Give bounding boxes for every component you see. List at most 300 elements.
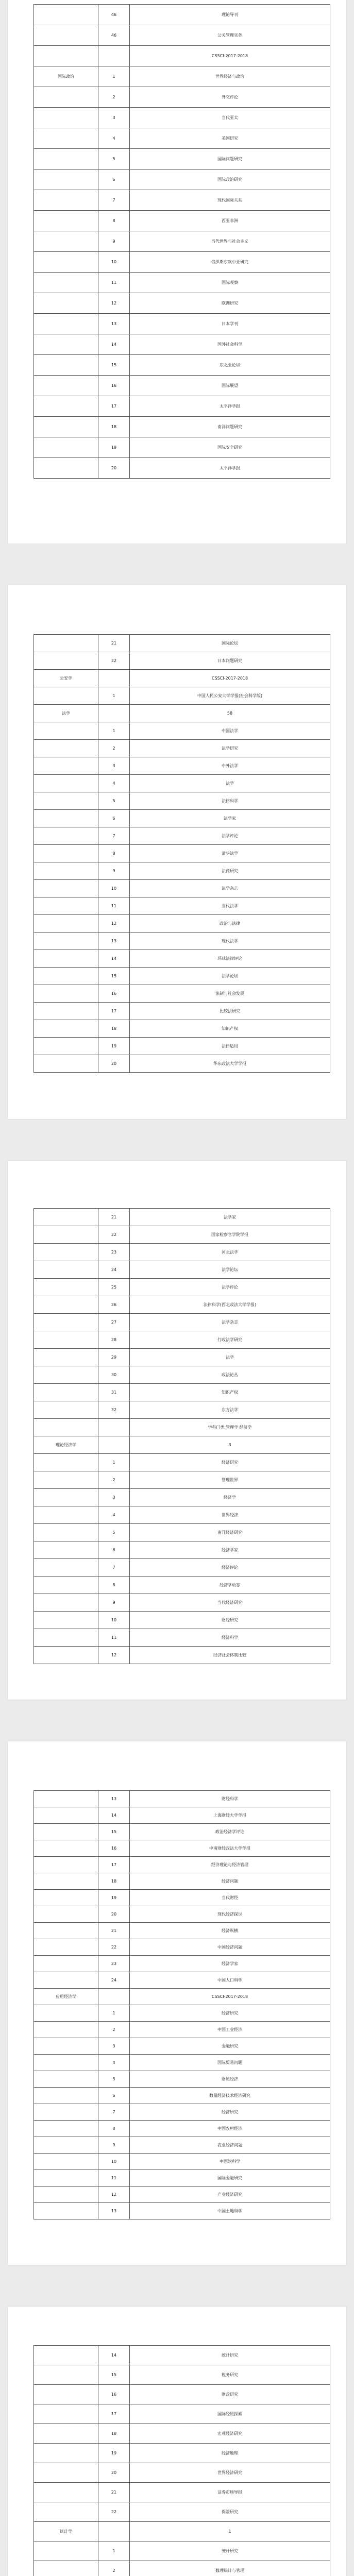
discipline-cell — [34, 2055, 98, 2071]
discipline-cell — [34, 1939, 98, 1956]
table-row — [34, 5, 330, 25]
index-cell: 21 — [98, 635, 130, 652]
index-cell: 6 — [98, 2088, 130, 2104]
discipline-cell — [34, 1349, 98, 1366]
table-row — [34, 950, 330, 968]
table-row — [34, 1454, 330, 1471]
table-row — [34, 211, 330, 231]
journal-cell: 现代国际关系 — [130, 190, 330, 211]
index-cell: 20 — [98, 458, 130, 479]
discipline-cell: 统计学 — [34, 2522, 98, 2541]
journal-cell: 比较法研究 — [130, 1003, 330, 1020]
table-row — [34, 2424, 330, 2444]
discipline-cell — [34, 2022, 98, 2038]
journal-cell: 外交评论 — [130, 87, 330, 108]
discipline-cell — [34, 950, 98, 968]
journal-cell: 中国软科学 — [130, 2154, 330, 2170]
index-cell: 20 — [98, 2463, 130, 2483]
table-row — [34, 897, 330, 915]
journal-cell: 法学 — [130, 775, 330, 792]
journal-cell: 中国农村经济 — [130, 2121, 330, 2137]
table-row — [34, 880, 330, 897]
index-cell: 22 — [98, 1226, 130, 1244]
journal-table — [33, 1790, 330, 2219]
discipline-cell — [34, 211, 98, 231]
journal-cell: 清华法学 — [130, 845, 330, 862]
discipline-cell — [34, 862, 98, 880]
index-cell: 17 — [98, 2404, 130, 2424]
table-row — [34, 128, 330, 149]
journal-cell: 东方法学 — [130, 1401, 330, 1419]
table-row — [34, 2522, 330, 2541]
journal-cell: 国际政治研究 — [130, 170, 330, 190]
journal-cell: 农业经济问题 — [130, 2137, 330, 2154]
index-cell: 9 — [98, 1594, 130, 1612]
discipline-cell — [34, 722, 98, 740]
document-page — [8, 0, 346, 544]
index-cell: 11 — [98, 2170, 130, 2187]
journal-table — [33, 634, 330, 1073]
table-row — [34, 2483, 330, 2502]
table-row — [34, 396, 330, 417]
journal-cell: 法制与社会发展 — [130, 985, 330, 1003]
index-cell: 21 — [98, 2483, 130, 2502]
index-cell: 6 — [98, 1541, 130, 1559]
journal-cell: 中国土地科学 — [130, 2203, 330, 2219]
index-cell: 8 — [98, 211, 130, 231]
journal-cell: 财贸经济 — [130, 2071, 330, 2088]
index-cell: 9 — [98, 862, 130, 880]
discipline-cell — [34, 827, 98, 845]
journal-cell: 法学评论 — [130, 1279, 330, 1296]
table-row — [34, 2022, 330, 2038]
discipline-cell — [34, 2541, 98, 2561]
discipline-cell — [34, 1972, 98, 1989]
discipline-cell — [34, 1296, 98, 1314]
table-row — [34, 2365, 330, 2385]
index-cell: 28 — [98, 1331, 130, 1349]
journal-cell: 国际展望 — [130, 376, 330, 396]
table-row — [34, 2541, 330, 2561]
journal-cell: 中南财经政法大学学报 — [130, 1840, 330, 1857]
index-cell: 21 — [98, 1209, 130, 1226]
journal-cell: 财政研究 — [130, 2385, 330, 2404]
discipline-cell — [34, 1956, 98, 1972]
table-row — [34, 1956, 330, 1972]
journal-cell: 中国经济问题 — [130, 1939, 330, 1956]
discipline-cell — [34, 1506, 98, 1524]
index-cell: 5 — [98, 2071, 130, 2088]
index-cell: 20 — [98, 1906, 130, 1923]
journal-cell: 中国人民公安大学学报(社会科学版) — [130, 687, 330, 705]
table-row — [34, 827, 330, 845]
index-cell: 1 — [98, 66, 130, 87]
discipline-cell — [34, 2483, 98, 2502]
journal-cell: 国际经贸探索 — [130, 2404, 330, 2424]
journal-cell: 国际贸易问题 — [130, 2055, 330, 2071]
index-cell: 20 — [98, 1055, 130, 1073]
index-cell: 19 — [98, 2444, 130, 2463]
journal-cell: 俄罗斯东欧中亚研究 — [130, 252, 330, 273]
journal-cell: 理论导刊 — [130, 5, 330, 25]
discipline-cell — [34, 2104, 98, 2121]
table-row — [34, 2463, 330, 2483]
table-row — [34, 2088, 330, 2104]
table-row — [34, 1401, 330, 1419]
journal-cell: 法学论坛 — [130, 1261, 330, 1279]
table-row — [34, 757, 330, 775]
journal-cell: 经济问题 — [130, 1873, 330, 1890]
index-cell: 16 — [98, 2385, 130, 2404]
discipline-cell — [34, 46, 98, 66]
table-row — [34, 231, 330, 252]
discipline-cell — [34, 2444, 98, 2463]
journal-cell: 财经研究 — [130, 1612, 330, 1629]
discipline-cell — [34, 252, 98, 273]
index-cell: 8 — [98, 845, 130, 862]
index-cell: 8 — [98, 1577, 130, 1594]
journal-cell: 政法论丛 — [130, 1366, 330, 1384]
journal-cell: CSSCI-2017-2018 — [130, 670, 330, 687]
index-cell: 1 — [98, 687, 130, 705]
table-row — [34, 108, 330, 128]
discipline-cell — [34, 2038, 98, 2055]
table-row — [34, 1873, 330, 1890]
index-cell: 10 — [98, 1612, 130, 1629]
discipline-cell — [34, 1209, 98, 1226]
table-row — [34, 1807, 330, 1824]
table-row — [34, 722, 330, 740]
index-cell: 21 — [98, 1923, 130, 1939]
journal-cell: 税务研究 — [130, 2365, 330, 2385]
table-row — [34, 1612, 330, 1629]
journal-cell: 南洋问题研究 — [130, 417, 330, 437]
journal-cell: 中外法学 — [130, 757, 330, 775]
table-row — [34, 1577, 330, 1594]
table-row — [34, 687, 330, 705]
discipline-cell — [34, 1401, 98, 1419]
index-cell: 3 — [98, 757, 130, 775]
journal-cell: 公关管理实务 — [130, 25, 330, 46]
index-cell: 23 — [98, 1244, 130, 1261]
discipline-cell — [34, 458, 98, 479]
index-cell: 5 — [98, 1524, 130, 1541]
index-cell: 7 — [98, 1559, 130, 1577]
discipline-cell — [34, 2121, 98, 2137]
index-cell: 19 — [98, 437, 130, 458]
table-row — [34, 792, 330, 810]
discipline-cell — [34, 1541, 98, 1559]
discipline-cell — [34, 1003, 98, 1020]
index-cell: 31 — [98, 1384, 130, 1401]
discipline-cell — [34, 2203, 98, 2219]
index-cell: 10 — [98, 252, 130, 273]
journal-cell: 国际金融研究 — [130, 2170, 330, 2187]
index-cell: 1 — [98, 722, 130, 740]
index-cell: 17 — [98, 396, 130, 417]
table-row — [34, 2346, 330, 2365]
index-cell: 23 — [98, 1956, 130, 1972]
discipline-cell — [34, 231, 98, 252]
index-cell: 22 — [98, 2502, 130, 2522]
discipline-cell: 法学 — [34, 705, 98, 722]
table-row — [34, 2203, 330, 2219]
discipline-cell — [34, 2385, 98, 2404]
table-row — [34, 170, 330, 190]
table-row — [34, 2385, 330, 2404]
index-cell: 12 — [98, 293, 130, 314]
journal-cell: 华东政法大学学报 — [130, 1055, 330, 1073]
discipline-cell — [34, 190, 98, 211]
discipline-cell — [34, 1629, 98, 1647]
table-row — [34, 705, 330, 722]
index-cell: 30 — [98, 1366, 130, 1384]
index-cell: 13 — [98, 933, 130, 950]
index-cell: 13 — [98, 1791, 130, 1807]
discipline-cell — [34, 2424, 98, 2444]
journal-cell: 经济纵横 — [130, 1923, 330, 1939]
discipline-cell — [34, 2187, 98, 2203]
discipline-cell — [34, 2404, 98, 2424]
index-cell: 24 — [98, 1972, 130, 1989]
journal-cell: 经济社会体制比较 — [130, 1647, 330, 1664]
table-row — [34, 862, 330, 880]
journal-cell: 国外社会科学 — [130, 334, 330, 355]
discipline-cell — [34, 293, 98, 314]
index-cell: 14 — [98, 950, 130, 968]
discipline-cell — [34, 635, 98, 652]
discipline-cell — [34, 108, 98, 128]
index-cell: 22 — [98, 1939, 130, 1956]
table-row — [34, 437, 330, 458]
table-row — [34, 845, 330, 862]
discipline-cell — [34, 2346, 98, 2365]
journal-cell: 政治与法律 — [130, 915, 330, 933]
discipline-cell — [34, 740, 98, 757]
document-page — [8, 1161, 346, 1700]
discipline-cell: 公安学 — [34, 670, 98, 687]
discipline-cell — [34, 1524, 98, 1541]
table-row — [34, 376, 330, 396]
discipline-cell — [34, 1055, 98, 1073]
journal-cell: 经济研究 — [130, 2005, 330, 2022]
table-row — [34, 985, 330, 1003]
journal-cell: 知识产权 — [130, 1020, 330, 1038]
index-cell: 2 — [98, 87, 130, 108]
index-cell: 18 — [98, 1873, 130, 1890]
journal-cell: 日本问题研究 — [130, 652, 330, 670]
index-cell: 12 — [98, 1647, 130, 1664]
journal-cell: 保险研究 — [130, 2502, 330, 2522]
discipline-cell — [34, 1331, 98, 1349]
table-row — [34, 1541, 330, 1559]
table-row — [34, 2121, 330, 2137]
table-row — [34, 252, 330, 273]
discipline-cell — [34, 437, 98, 458]
index-cell: 2 — [98, 740, 130, 757]
journal-cell: 经济学 — [130, 1489, 330, 1506]
index-cell — [98, 1989, 130, 2005]
journal-cell: 宏观经济研究 — [130, 2424, 330, 2444]
table-row — [34, 1003, 330, 1020]
table-row — [34, 1559, 330, 1577]
index-cell — [98, 46, 130, 66]
journal-cell: 国际问题研究 — [130, 149, 330, 170]
discipline-cell — [34, 314, 98, 334]
index-cell: 14 — [98, 1807, 130, 1824]
index-cell — [98, 1436, 130, 1454]
discipline-cell — [34, 376, 98, 396]
journal-cell: CSSCI-2017-2018 — [130, 46, 330, 66]
table-row — [34, 2502, 330, 2522]
table-row — [34, 1209, 330, 1226]
journal-cell: 58 — [130, 705, 330, 722]
table-row — [34, 1331, 330, 1349]
journal-cell: 太平洋学报 — [130, 396, 330, 417]
table-row — [34, 66, 330, 87]
journal-table — [33, 1208, 330, 1664]
document-page — [8, 1741, 346, 2265]
table-row — [34, 1314, 330, 1331]
index-cell: 27 — [98, 1314, 130, 1331]
table-row — [34, 46, 330, 66]
table-row — [34, 1506, 330, 1524]
journal-cell: 3 — [130, 1436, 330, 1454]
discipline-cell — [34, 273, 98, 293]
journal-cell: 美国研究 — [130, 128, 330, 149]
discipline-cell — [34, 792, 98, 810]
discipline-cell — [34, 2170, 98, 2187]
discipline-cell — [34, 1559, 98, 1577]
index-cell: 13 — [98, 314, 130, 334]
discipline-cell: 应用经济学 — [34, 1989, 98, 2005]
discipline-cell — [34, 1314, 98, 1331]
table-row — [34, 1906, 330, 1923]
discipline-cell — [34, 1244, 98, 1261]
journal-table — [33, 2345, 330, 2576]
discipline-cell — [34, 1489, 98, 1506]
index-cell: 17 — [98, 1003, 130, 1020]
journal-cell: 经济科学 — [130, 1629, 330, 1647]
index-cell: 15 — [98, 968, 130, 985]
discipline-cell — [34, 170, 98, 190]
index-cell: 12 — [98, 915, 130, 933]
index-cell: 19 — [98, 1890, 130, 1906]
discipline-cell — [34, 845, 98, 862]
table-row — [34, 2104, 330, 2121]
journal-cell: CSSCI-2017-2018 — [130, 1989, 330, 2005]
journal-cell: 经济研究 — [130, 1454, 330, 1471]
index-cell: 6 — [98, 810, 130, 827]
table-row — [34, 2444, 330, 2463]
discipline-cell — [34, 334, 98, 355]
journal-cell: 当代世界与社会主义 — [130, 231, 330, 252]
journal-cell: 数量经济技术经济研究 — [130, 2088, 330, 2104]
journal-cell: 世界经济 — [130, 1506, 330, 1524]
journal-cell: 统计研究 — [130, 2346, 330, 2365]
journal-cell: 经济评论 — [130, 1559, 330, 1577]
index-cell: 1 — [98, 2541, 130, 2561]
journal-cell: 国际安全研究 — [130, 437, 330, 458]
index-cell: 11 — [98, 273, 130, 293]
table-row — [34, 2137, 330, 2154]
table-row — [34, 1244, 330, 1261]
discipline-cell — [34, 775, 98, 792]
index-cell: 46 — [98, 25, 130, 46]
table-row — [34, 417, 330, 437]
discipline-cell — [34, 1279, 98, 1296]
index-cell — [98, 2522, 130, 2541]
table-row — [34, 1279, 330, 1296]
journal-cell: 当代法学 — [130, 897, 330, 915]
discipline-cell — [34, 1419, 98, 1436]
index-cell: 18 — [98, 2424, 130, 2444]
journal-cell: 行政法学研究 — [130, 1331, 330, 1349]
journal-cell: 产业经济研究 — [130, 2187, 330, 2203]
table-row — [34, 2005, 330, 2022]
journal-cell: 世界经济研究 — [130, 2463, 330, 2483]
discipline-cell — [34, 1471, 98, 1489]
table-row — [34, 1471, 330, 1489]
table-row — [34, 1489, 330, 1506]
index-cell: 18 — [98, 417, 130, 437]
journal-cell: 当代亚太 — [130, 108, 330, 128]
journal-cell: 法学评论 — [130, 827, 330, 845]
table-row — [34, 1629, 330, 1647]
discipline-cell — [34, 2137, 98, 2154]
discipline-cell — [34, 1226, 98, 1244]
journal-cell: 法学家 — [130, 810, 330, 827]
index-cell: 11 — [98, 897, 130, 915]
discipline-cell — [34, 2502, 98, 2522]
journal-cell: 日本学刊 — [130, 314, 330, 334]
discipline-cell — [34, 2463, 98, 2483]
journal-cell: 环球法律评论 — [130, 950, 330, 968]
index-cell: 32 — [98, 1401, 130, 1419]
table-row — [34, 2055, 330, 2071]
index-cell: 24 — [98, 1261, 130, 1279]
table-row — [34, 1366, 330, 1384]
index-cell: 15 — [98, 355, 130, 376]
discipline-cell — [34, 2088, 98, 2104]
table-row — [34, 740, 330, 757]
discipline-cell — [34, 1038, 98, 1055]
table-row — [34, 1055, 330, 1073]
journal-cell: 河北法学 — [130, 1244, 330, 1261]
discipline-cell — [34, 355, 98, 376]
journal-cell: 经济研究 — [130, 2104, 330, 2121]
journal-cell: 金融研究 — [130, 2038, 330, 2055]
journal-cell: 上海财经大学学报 — [130, 1807, 330, 1824]
table-row — [34, 1791, 330, 1807]
journal-cell: 世界经济与政治 — [130, 66, 330, 87]
discipline-cell — [34, 1890, 98, 1906]
discipline-cell — [34, 1366, 98, 1384]
journal-cell: 证券市场导报 — [130, 2483, 330, 2502]
table-row — [34, 190, 330, 211]
discipline-cell — [34, 1840, 98, 1857]
table-row — [34, 273, 330, 293]
journal-cell: 东北亚论坛 — [130, 355, 330, 376]
index-cell: 25 — [98, 1279, 130, 1296]
discipline-cell — [34, 757, 98, 775]
index-cell: 11 — [98, 1629, 130, 1647]
table-row — [34, 2071, 330, 2088]
index-cell: 8 — [98, 2121, 130, 2137]
journal-cell: 中国法学 — [130, 722, 330, 740]
discipline-cell — [34, 128, 98, 149]
discipline-cell — [34, 1384, 98, 1401]
